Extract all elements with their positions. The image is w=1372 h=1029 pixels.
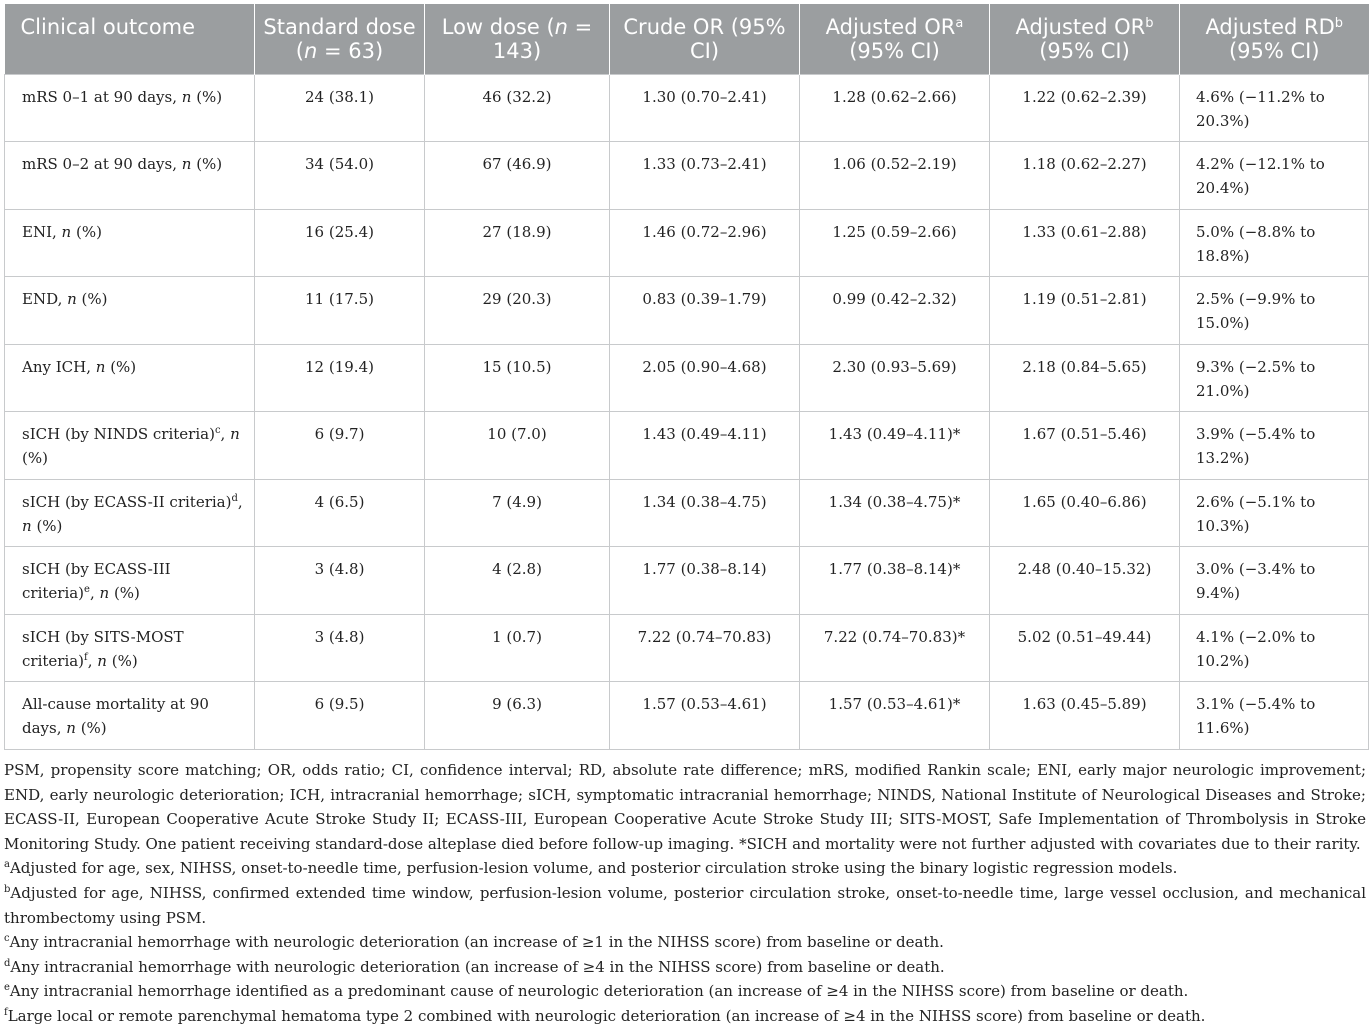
cell-standard-dose: 24 (38.1)	[255, 74, 425, 142]
cell-standard-dose: 3 (4.8)	[255, 614, 425, 682]
cell-low-dose: 67 (46.9)	[425, 142, 610, 210]
cell-clinical-outcome: END, n (%)	[5, 277, 255, 345]
cell-standard-dose: 4 (6.5)	[255, 479, 425, 547]
header-low-dose: Low dose (n = 143)	[425, 4, 610, 74]
cell-low-dose: 10 (7.0)	[425, 412, 610, 480]
cell-adjusted-or-a: 1.06 (0.52–2.19)	[800, 142, 990, 210]
table-notes	[4, 758, 1366, 1029]
cell-adjusted-or-a: 1.28 (0.62–2.66)	[800, 74, 990, 142]
table-header	[5, 4, 1369, 74]
cell-adjusted-rd: 9.3% (−2.5% to 21.0%)	[1180, 344, 1369, 412]
cell-adjusted-or-a: 1.25 (0.59–2.66)	[800, 209, 990, 277]
table-row	[5, 547, 1369, 615]
cell-clinical-outcome: All-cause mortality at 90 days, n (%)	[5, 682, 255, 750]
cell-adjusted-or-b: 1.18 (0.62–2.27)	[990, 142, 1180, 210]
cell-adjusted-or-a: 2.30 (0.93–5.69)	[800, 344, 990, 412]
header-adjusted-or-a: Adjusted $OR^a$ (95% CI)	[800, 4, 990, 74]
cell-low-dose: 46 (32.2)	[425, 74, 610, 142]
cell-adjusted-rd: 5.0% (−8.8% to 18.8%)	[1180, 209, 1369, 277]
table-row	[5, 614, 1369, 682]
cell-adjusted-rd: 3.1% (−5.4% to 11.6%)	[1180, 682, 1369, 750]
cell-adjusted-or-b: 5.02 (0.51–49.44)	[990, 614, 1180, 682]
footnotes-list	[4, 856, 1366, 1028]
cell-adjusted-or-b: 2.18 (0.84–5.65)	[990, 344, 1180, 412]
footnote-f: $^f$Large local or remote parenchymal hematoma type 2 combined with neurologic deterioration (an increase of ≥4 in the NIHSS score) from baseline or death.	[4, 1006, 1206, 1025]
cell-crude-or: 1.57 (0.53–4.61)	[610, 682, 800, 750]
cell-clinical-outcome: sICH (by ECASS-II criteria)$^d$, n (%)	[5, 479, 255, 547]
table-row	[5, 142, 1369, 210]
table-row	[5, 682, 1369, 750]
table-row	[5, 479, 1369, 547]
cell-crude-or: 1.46 (0.72–2.96)	[610, 209, 800, 277]
table-row	[5, 209, 1369, 277]
header-standard-dose: Standard dose (n = 63)	[255, 4, 425, 74]
header-row	[5, 4, 1369, 74]
cell-adjusted-or-a: 0.99 (0.42–2.32)	[800, 277, 990, 345]
cell-crude-or: 0.83 (0.39–1.79)	[610, 277, 800, 345]
cell-low-dose: 4 (2.8)	[425, 547, 610, 615]
footnote-d: $^d$Any intracranial hemorrhage with neurologic deterioration (an increase of ≥4 in the NIHSS score) from baseline or death.	[4, 957, 945, 976]
table-body	[5, 74, 1369, 749]
cell-clinical-outcome: sICH (by ECASS-III criteria)$^e$, n (%)	[5, 547, 255, 615]
cell-low-dose: 29 (20.3)	[425, 277, 610, 345]
cell-adjusted-or-b: 2.48 (0.40–15.32)	[990, 547, 1180, 615]
cell-crude-or: 7.22 (0.74–70.83)	[610, 614, 800, 682]
cell-adjusted-or-b: 1.65 (0.40–6.86)	[990, 479, 1180, 547]
cell-adjusted-rd: 4.2% (−12.1% to 20.4%)	[1180, 142, 1369, 210]
cell-adjusted-or-a: 1.57 (0.53–4.61)*	[800, 682, 990, 750]
cell-standard-dose: 6 (9.7)	[255, 412, 425, 480]
cell-low-dose: 1 (0.7)	[425, 614, 610, 682]
cell-adjusted-rd: 2.5% (−9.9% to 15.0%)	[1180, 277, 1369, 345]
footnote-c: $^c$Any intracranial hemorrhage with neurologic deterioration (an increase of ≥1 in the NIHSS score) from baseline or death.	[4, 933, 944, 952]
cell-adjusted-rd: 3.9% (−5.4% to 13.2%)	[1180, 412, 1369, 480]
abbreviations-note: PSM, propensity score matching; OR, odds ratio; CI, confidence interval; RD, absolute rate difference; mRS, modified Rankin scale; ENI, early major neurologic improvement; END, early neurologic deterioration; ICH, intracranial hemorrhage; sICH, symptomatic intracranial hemorrhage; NINDS, National Institute of Neurological Diseases and Stroke; ECASS-II, European Cooperative Acute Stroke Study II; ECASS-III, European Cooperative Acute Stroke Study III; SITS-MOST, Safe Implementation of Thrombolysis in Stroke Monitoring Study. One patient receiving standard-dose alteplase died before follow-up imaging. *SICH and mortality were not further adjusted with covariates due to their rarity.	[4, 761, 1366, 853]
cell-crude-or: 1.30 (0.70–2.41)	[610, 74, 800, 142]
header-adjusted-or-b: Adjusted $OR^b$ (95% CI)	[990, 4, 1180, 74]
footnote-b: $^b$Adjusted for age, NIHSS, confirmed extended time window, perfusion-lesion volume, posterior circulation stroke, onset-to-needle time, large vessel occlusion, and mechanical thrombectomy using PSM.	[4, 883, 1366, 927]
cell-standard-dose: 34 (54.0)	[255, 142, 425, 210]
clinical-outcomes-table	[4, 4, 1369, 750]
cell-adjusted-or-b: 1.33 (0.61–2.88)	[990, 209, 1180, 277]
header-clinical-outcome: Clinical outcome	[5, 4, 255, 74]
cell-crude-or: 1.43 (0.49–4.11)	[610, 412, 800, 480]
table-row	[5, 74, 1369, 142]
cell-clinical-outcome: mRS 0–2 at 90 days, n (%)	[5, 142, 255, 210]
cell-adjusted-rd: 4.6% (−11.2% to 20.3%)	[1180, 74, 1369, 142]
cell-standard-dose: 6 (9.5)	[255, 682, 425, 750]
cell-adjusted-or-a: 1.34 (0.38–4.75)*	[800, 479, 990, 547]
cell-adjusted-or-b: 1.63 (0.45–5.89)	[990, 682, 1180, 750]
cell-standard-dose: 3 (4.8)	[255, 547, 425, 615]
cell-low-dose: 15 (10.5)	[425, 344, 610, 412]
table-row	[5, 412, 1369, 480]
table-row	[5, 277, 1369, 345]
cell-adjusted-rd: 3.0% (−3.4% to 9.4%)	[1180, 547, 1369, 615]
cell-adjusted-or-a: 1.77 (0.38–8.14)*	[800, 547, 990, 615]
cell-standard-dose: 12 (19.4)	[255, 344, 425, 412]
header-crude-or: Crude OR (95% CI)	[610, 4, 800, 74]
cell-adjusted-rd: 2.6% (−5.1% to 10.3%)	[1180, 479, 1369, 547]
cell-standard-dose: 11 (17.5)	[255, 277, 425, 345]
cell-clinical-outcome: Any ICH, n (%)	[5, 344, 255, 412]
cell-clinical-outcome: mRS 0–1 at 90 days, n (%)	[5, 74, 255, 142]
cell-low-dose: 27 (18.9)	[425, 209, 610, 277]
cell-low-dose: 7 (4.9)	[425, 479, 610, 547]
cell-adjusted-or-b: 1.19 (0.51–2.81)	[990, 277, 1180, 345]
cell-adjusted-or-b: 1.22 (0.62–2.39)	[990, 74, 1180, 142]
header-adjusted-rd: Adjusted $RD^b$ (95% CI)	[1205, 15, 1344, 64]
cell-standard-dose: 16 (25.4)	[255, 209, 425, 277]
cell-adjusted-or-b: 1.67 (0.51–5.46)	[990, 412, 1180, 480]
cell-crude-or: 1.33 (0.73–2.41)	[610, 142, 800, 210]
cell-crude-or: 2.05 (0.90–4.68)	[610, 344, 800, 412]
cell-adjusted-or-a: 1.43 (0.49–4.11)*	[800, 412, 990, 480]
cell-crude-or: 1.34 (0.38–4.75)	[610, 479, 800, 547]
footnote-a: $^a$Adjusted for age, sex, NIHSS, onset-to-needle time, perfusion-lesion volume, and posterior circulation stroke using the binary logistic regression models.	[4, 859, 1178, 878]
cell-clinical-outcome: ENI, n (%)	[5, 209, 255, 277]
footnote-e: $^e$Any intracranial hemorrhage identified as a predominant cause of neurologic deterioration (an increase of ≥4 in the NIHSS score) from baseline or death.	[4, 982, 1189, 1001]
cell-adjusted-or-a: 7.22 (0.74–70.83)*	[800, 614, 990, 682]
cell-low-dose: 9 (6.3)	[425, 682, 610, 750]
cell-clinical-outcome: sICH (by NINDS criteria)$^c$, n (%)	[5, 412, 255, 480]
cell-crude-or: 1.77 (0.38–8.14)	[610, 547, 800, 615]
cell-adjusted-rd: 4.1% (−2.0% to 10.2%)	[1180, 614, 1369, 682]
outcomes-table-container	[4, 4, 1368, 750]
cell-clinical-outcome: sICH (by SITS-MOST criteria)$^f$, n (%)	[5, 614, 255, 682]
table-row	[5, 344, 1369, 412]
